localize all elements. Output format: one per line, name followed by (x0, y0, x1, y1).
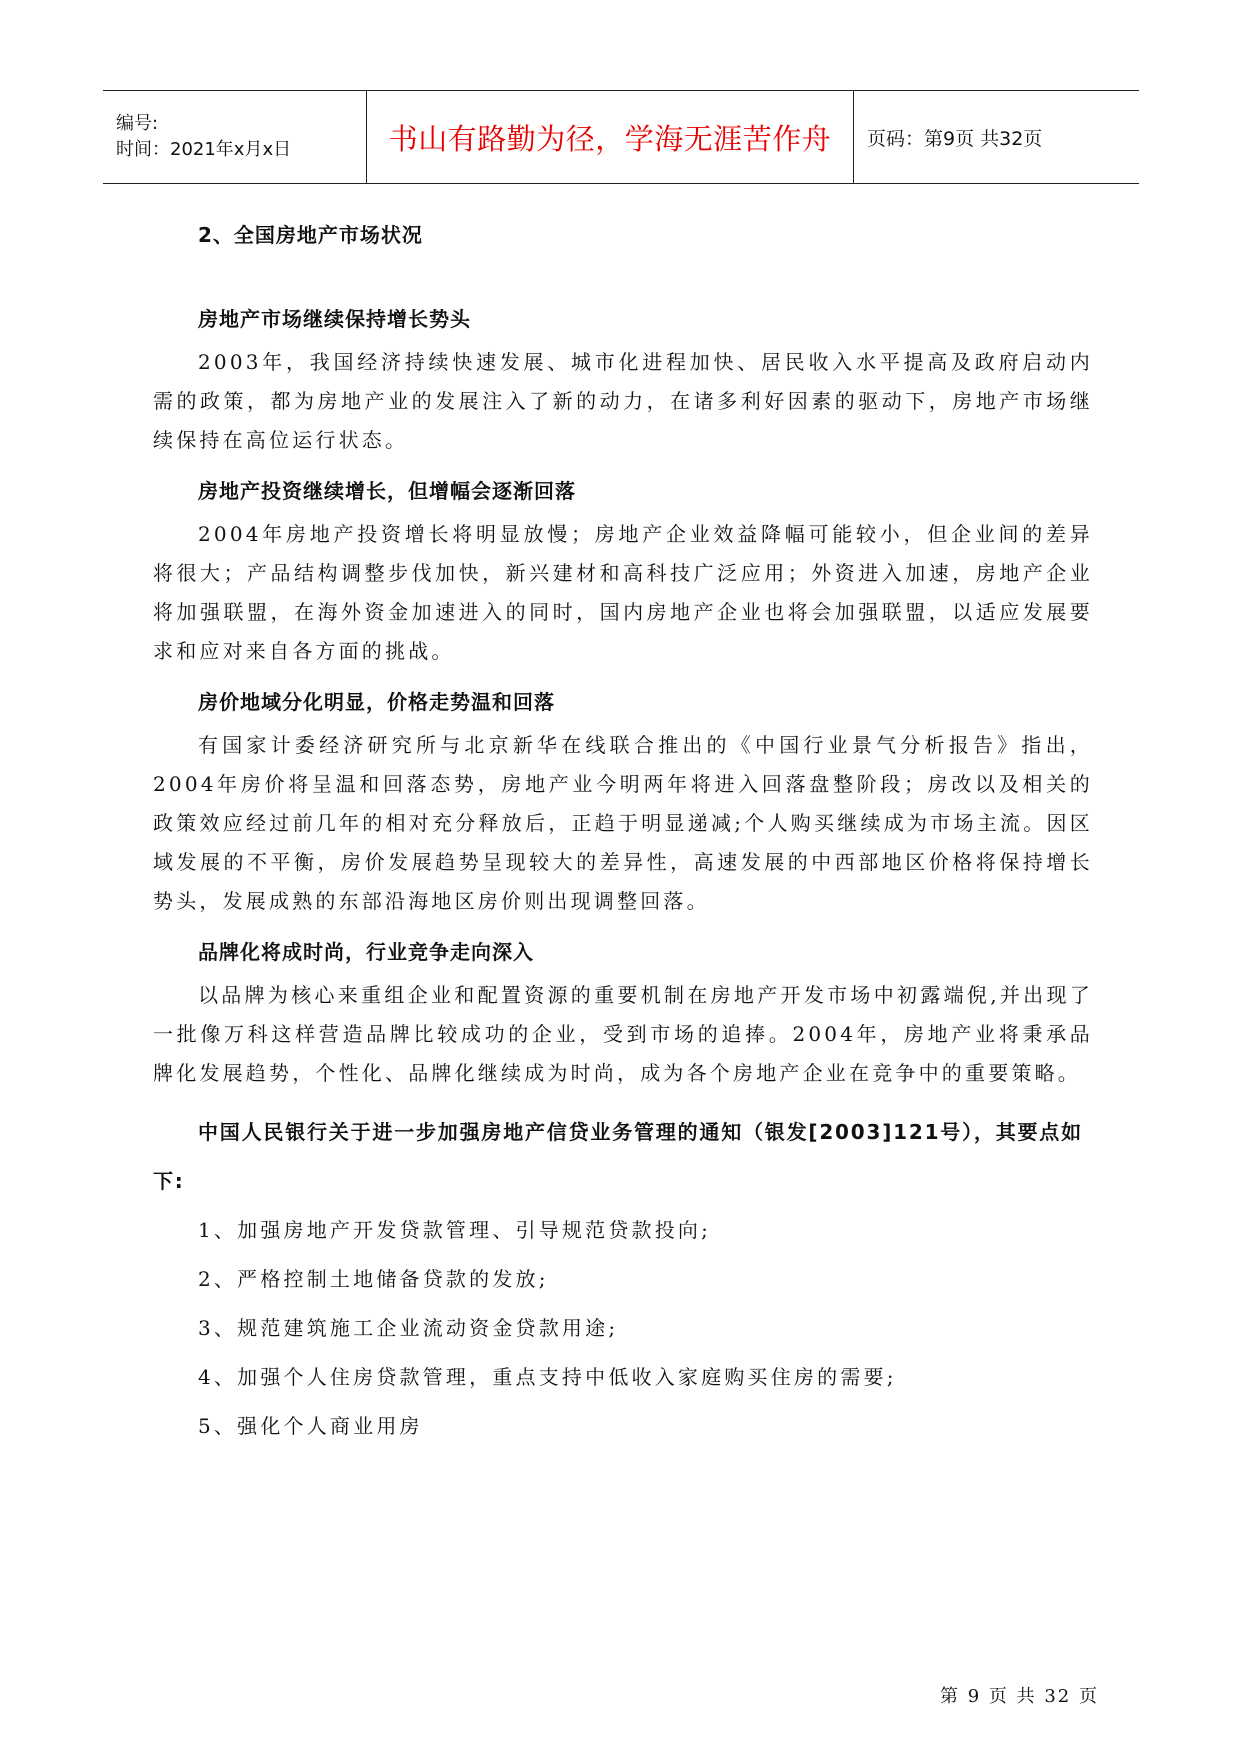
header-meta-cell (103, 91, 367, 183)
header-motto: 书山有路勤为径，学海无涯苦作舟 (367, 91, 854, 183)
block-paragraph: 以品牌为核心来重组企业和配置资源的重要机制在房地产开发市场中初露端倪,并出现了一批像万科这样营造品牌比较成功的企业，受到市场的追捧。2004年，房地产业将秉承品牌化发展趋势，个性化、品牌化继续成为时尚，成为各个房地产企业在竞争中的重要策略。 (153, 983, 1093, 1085)
document-body (153, 205, 1093, 1451)
block-heading: 房价地域分化明显，价格走势温和回落 (198, 690, 555, 714)
list-item: 1、加强房地产开发贷款管理、引导规范贷款投向; (198, 1218, 712, 1242)
block-heading: 房地产投资继续增长，但增幅会逐渐回落 (198, 479, 576, 503)
section-title: 2、全国房地产市场状况 (198, 223, 423, 247)
block-paragraph: 2003年，我国经济持续快速发展、城市化进程加快、居民收入水平提高及政府启动内需的政策，都为房地产业的发展注入了新的动力，在诸多利好因素的驱动下，房地产市场继续保持在高位运行状态。 (153, 350, 1093, 452)
header-page-info: 页码：第9页 共32页 (867, 127, 1043, 150)
block-paragraph: 有国家计委经济研究所与北京新华在线联合推出的《中国行业景气分析报告》指出，2004年房价将呈温和回落态势，房地产业今明两年将进入回落盘整阶段；房改以及相关的政策效应经过前几年的相对充分释放后，正趋于明显递减;个人购买继续成为市场主流。因区域发展的不平衡，房价发展趋势呈现较大的差异性，高速发展的中西部地区价格将保持增长势头，发展成熟的东部沿海地区房价则出现调整回落。 (153, 733, 1094, 913)
block-heading: 品牌化将成时尚，行业竞争走向深入 (198, 940, 534, 964)
block-heading: 房地产市场继续保持增长势头 (198, 307, 471, 331)
block-paragraph: 2004年房地产投资增长将明显放慢；房地产企业效益降幅可能较小，但企业间的差异将很大；产品结构调整步伐加快，新兴建材和高科技广泛应用；外资进入加速，房地产企业将加强联盟，在海外资金加速进入的同时，国内房地产企业也将会加强联盟，以适应发展要求和应对来自各方面的挑战。 (153, 522, 1093, 663)
list-item: 5、强化个人商业用房 (198, 1414, 423, 1438)
time-label: 时间：2021年x月x日 (116, 139, 292, 160)
page-footer: 第 9 页 共 32 页 (940, 1686, 1099, 1707)
list-item: 2、严格控制土地储备贷款的发放; (198, 1267, 549, 1291)
page-header (103, 90, 1139, 184)
notice-heading: 中国人民银行关于进一步加强房地产信贷业务管理的通知（银发[2003]121号），其要点如下: (153, 1120, 1083, 1193)
list-item: 4、加强个人住房贷款管理，重点支持中低收入家庭购买住房的需要; (198, 1365, 897, 1389)
serial-label: 编号: (116, 113, 159, 134)
list-item: 3、规范建筑施工企业流动资金贷款用途; (198, 1316, 619, 1340)
